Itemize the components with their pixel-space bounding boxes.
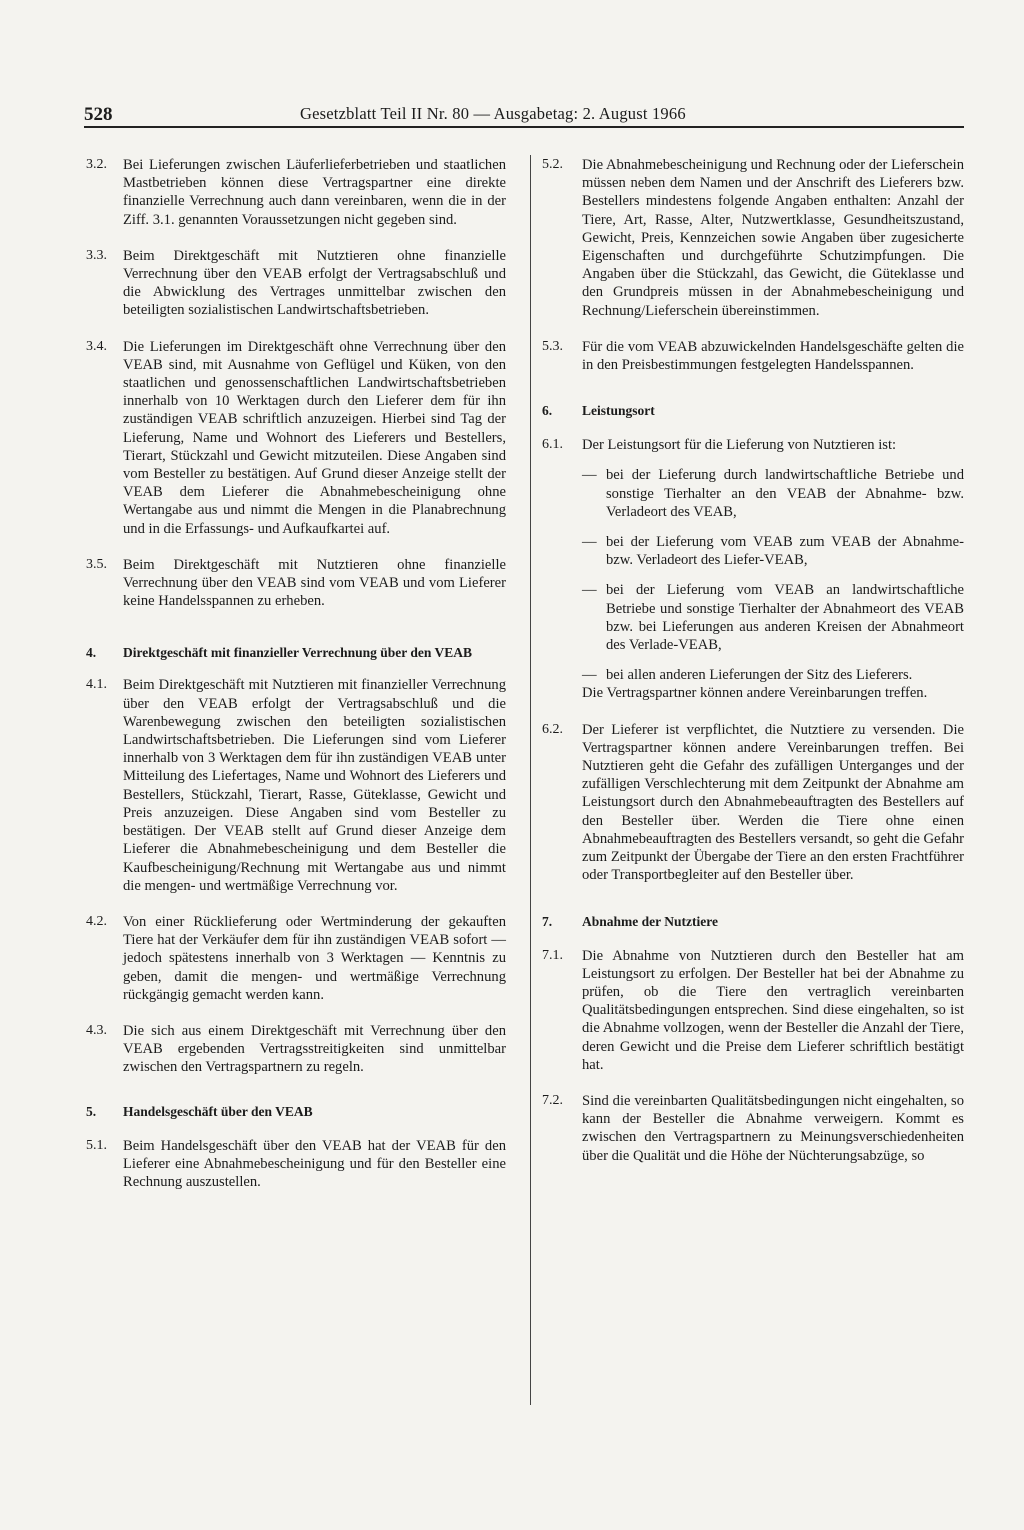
paragraph-text: Bei Lieferungen zwischen Läuferlieferbetrieben und staatlichen Mastbetrieben können diese Vertragspartner eine direkte finanzielle Verrechnung auch dann vereinbaren, wenn die in der Ziff. 3.1. genannten Voraussetzungen nicht gegeben sind.: [123, 157, 506, 228]
paragraph-number: 5.3.: [542, 338, 563, 354]
paragraph-number: 7.2.: [542, 1092, 563, 1108]
paragraph-number: 6.2.: [542, 721, 563, 737]
list-item: [582, 581, 964, 654]
paragraph-7-1: [542, 947, 964, 1074]
page-number: 528: [84, 104, 113, 125]
paragraph-text: Die Abnahme von Nutztieren durch den Besteller hat am Leistungsort zu erfolgen. Der Besteller hat bei der Abnahme zu prüfen, ob die Tiere den vertraglich vereinbarten Qualitätsbedingungen entsprechen. Sind diese eingehalten, so ist die Abnahme vollzogen, wenn der Besteller die Anzahl der Tiere, deren Gewicht und die Preise dem Lieferer schriftlich bestätigt hat.: [582, 947, 964, 1073]
paragraph-number: 5.1.: [86, 1137, 107, 1153]
paragraph-number: 3.5.: [86, 556, 107, 572]
paragraph-number: 4.3.: [86, 1022, 107, 1038]
header-rule: [84, 126, 964, 128]
paragraph-3-5: [86, 556, 506, 611]
list-item-text: bei der Lieferung vom VEAB an landwirtschaftliche Betriebe und sonstige Tierhalter der Abnahmeort des VEAB bzw. bei Lieferungen aus anderen Kreisen der Abnahmeort des Verlade-VEAB,: [606, 582, 964, 654]
section-title: Handelsgeschäft über den VEAB: [123, 1103, 313, 1119]
dash-bullet: —: [582, 467, 597, 484]
section-number: 4.: [86, 645, 97, 661]
paragraph-text: Die Abnahmebescheinigung und Rechnung oder der Lieferschein müssen neben dem Namen und der Anschrift des Lieferers bzw. Bestellers mindestens folgende Angaben enthalten: Anzahl der Tiere, Art, Rasse, Alter, Nutzwertklasse, Gesundheitszustand, Gewicht, Preis, Kennzeichen sowie Angaben über zugesicherte Eigenschaften und durchgeführte Schutzimpfungen. Die Angaben über die Stückzahl, das Gewicht, die Güteklasse und den Grundpreis müssen in der Abnahmebescheinigung und Rechnung/Lieferschein übereinstimmen.: [582, 157, 964, 319]
left-column: [86, 156, 506, 1191]
paragraph-4-3: [86, 1022, 506, 1077]
paragraph-text: Beim Handelsgeschäft über den VEAB hat der VEAB für den Lieferer eine Abnahmebescheinigung und für den Besteller eine Rechnung auszustellen.: [123, 1137, 506, 1190]
section-title: Abnahme der Nutztiere: [582, 913, 718, 929]
list-item: [582, 533, 964, 569]
paragraph-text: Der Lieferer ist verpflichtet, die Nutztiere zu versenden. Die Vertragspartner können andere Vereinbarungen treffen. Bei Nutztieren geht die Gefahr des zufälligen Unterganges und der zufälligen Verschlechterung mit dem Zeitpunkt der Abnahme am Leistungsort durch den Abnahmebeauftragten des Bestellers auf den Besteller über. Werden die Tiere ohne einen Abnahmebeauftragten des Bestellers versandt, so geht die Gefahr zum Zeitpunkt der Übergabe der Tiere an den ersten Frachtführer oder Transportbegleiter auf den Besteller über.: [582, 721, 964, 884]
paragraph-number: 4.1.: [86, 677, 107, 693]
paragraph-outro: Die Vertragspartner können andere Vereinbarungen treffen.: [582, 685, 928, 702]
paragraph-text: Die sich aus einem Direktgeschäft mit Verrechnung über den VEAB ergebenden Vertragsstreitigkeiten sind unmittelbar zwischen den Vertragspartnern zu regeln.: [123, 1022, 506, 1076]
list-item: [582, 666, 964, 684]
section-title: Leistungsort: [582, 403, 655, 419]
paragraph-5-3: [542, 338, 964, 374]
list-item: [582, 466, 964, 521]
paragraph-5-1: [86, 1137, 506, 1192]
paragraph-text: Für die vom VEAB abzuwickelnden Handelsgeschäfte gelten die in den Preisbestimmungen festgelegten Handelsspannen.: [582, 338, 964, 374]
paragraph-text: Sind die vereinbarten Qualitätsbedingungen nicht eingehalten, so kann der Besteller die Abnahme verweigern. Kommt es zwischen den Vertragspartnern zu Meinungsverschiedenheiten über die Qualität und die Höhe der Nüchterungsabzüge, so: [582, 1092, 964, 1164]
paragraph-number: 4.2.: [86, 913, 107, 929]
paragraph-text: Beim Direktgeschäft mit Nutztieren ohne finanzielle Verrechnung über den VEAB sind vom VEAB und vom Lieferer keine Handelsspannen zu erheben.: [123, 556, 506, 610]
paragraph-text: Die Lieferungen im Direktgeschäft ohne Verrechnung über den VEAB sind, mit Ausnahme von Geflügel und Küken, von den staatlichen und genossenschaftlichen Landwirtschaftsbetrieben innerhalb von 10 Werktagen durch den Lieferer dem für ihn zuständigen VEAB schriftlich anzuzeigen. Hierbei sind Tag der Lieferung, Name und Wohnort des Lieferers und Bestellers, Tierart, Stückzahl und Gewicht mitzuteilen. Diese Angaben sind vom Besteller zu bestätigen. Auf Grund dieser Anzeige stellt der VEAB dem Lieferer die Abnahmebescheinigung ohne Wertangabe aus und nimmt die Mengen in die Planabrechnung und in die Erfassungs- und Aufkaufkartei auf.: [123, 338, 506, 537]
paragraph-text: Von einer Rücklieferung oder Wertminderung der gekauften Tiere hat der Verkäufer dem für ihn zuständigen VEAB sofort — jedoch spätestens innerhalb von 3 Werktagen — Kenntnis zu geben, damit die mengen- und wertmäßige Verrechnung rückgängig gemacht werden kann.: [123, 913, 506, 1003]
paragraph-text: Beim Direktgeschäft mit Nutztieren mit finanzieller Verrechnung über den VEAB erfolgt der Vertragsabschluß und die Warenbewegung zwischen den beteiligten sozialistischen Landwirtschaftsbetrieben. Die Lieferungen sind vom Lieferer innerhalb von 3 Werktagen dem für ihn zuständigen VEAB unter Mitteilung des Liefertages, Name und Wohnort des Lieferers und Bestellers, Stückzahl, Tierart, Rasse, Güteklasse, Gewicht und Preis anzuzeigen. Diese Angaben sind vom Besteller zu bestätigen. Der VEAB stellt auf Grund dieser Anzeige dem Lieferer die Abnahmebescheinigung und dem Besteller die Kaufbescheinigung/Rechnung mit Wertangabe aus und nimmt die mengen- und wertmäßige Verrechnung vor.: [123, 677, 506, 894]
paragraph-6-1: [542, 436, 964, 702]
paragraph-number: 6.1.: [542, 437, 563, 453]
paragraph-3-2: [86, 156, 506, 229]
column-divider: [530, 155, 531, 1405]
paragraph-4-2: [86, 913, 506, 1004]
paragraph-intro: Der Leistungsort für die Lieferung von Nutztieren ist:: [582, 437, 897, 454]
list-item-text: bei der Lieferung durch landwirtschaftliche Betriebe und sonstige Tierhalter an den VEAB der Abnahme- bzw. Verladeort des VEAB,: [606, 467, 964, 520]
section-heading-4: [86, 644, 506, 662]
page-header-title: Gesetzblatt Teil II Nr. 80 — Ausgabetag: 2. August 1966: [300, 104, 686, 123]
section-number: 6.: [542, 403, 553, 419]
paragraph-number: 7.1.: [542, 947, 563, 963]
dash-bullet: —: [582, 534, 597, 551]
paragraph-6-2: [542, 721, 964, 885]
list-item-text: bei allen anderen Lieferungen der Sitz des Lieferers.: [606, 667, 913, 684]
paragraph-7-2: [542, 1092, 964, 1165]
section-number: 7.: [542, 913, 553, 929]
paragraph-3-3: [86, 247, 506, 320]
paragraph-number: 3.4.: [86, 338, 107, 354]
section-number: 5.: [86, 1103, 97, 1119]
paragraph-5-2: [542, 156, 964, 320]
paragraph-number: 3.3.: [86, 247, 107, 263]
dash-bullet: —: [582, 667, 597, 684]
section-heading-6: [542, 402, 964, 420]
paragraph-text: Beim Direktgeschäft mit Nutztieren ohne finanzielle Verrechnung über den VEAB erfolgt der Vertragsabschluß und die Abwicklung des Vertrages unmittelbar zwischen den beteiligten sozialistischen Landwirtschaftsbetrieben.: [123, 247, 506, 319]
section-heading-5: [86, 1103, 506, 1121]
paragraph-3-4: [86, 338, 506, 538]
section-heading-7: [542, 913, 964, 931]
dash-bullet: —: [582, 582, 597, 599]
right-column: [542, 156, 964, 1165]
paragraph-number: 3.2.: [86, 157, 107, 172]
paragraph-number: 5.2.: [542, 157, 563, 172]
section-title: Direktgeschäft mit finanzieller Verrechnung über den VEAB: [123, 645, 473, 661]
list-item-text: bei der Lieferung vom VEAB zum VEAB der Abnahme- bzw. Verladeort des Liefer-VEAB,: [606, 534, 964, 569]
paragraph-4-1: [86, 676, 506, 894]
